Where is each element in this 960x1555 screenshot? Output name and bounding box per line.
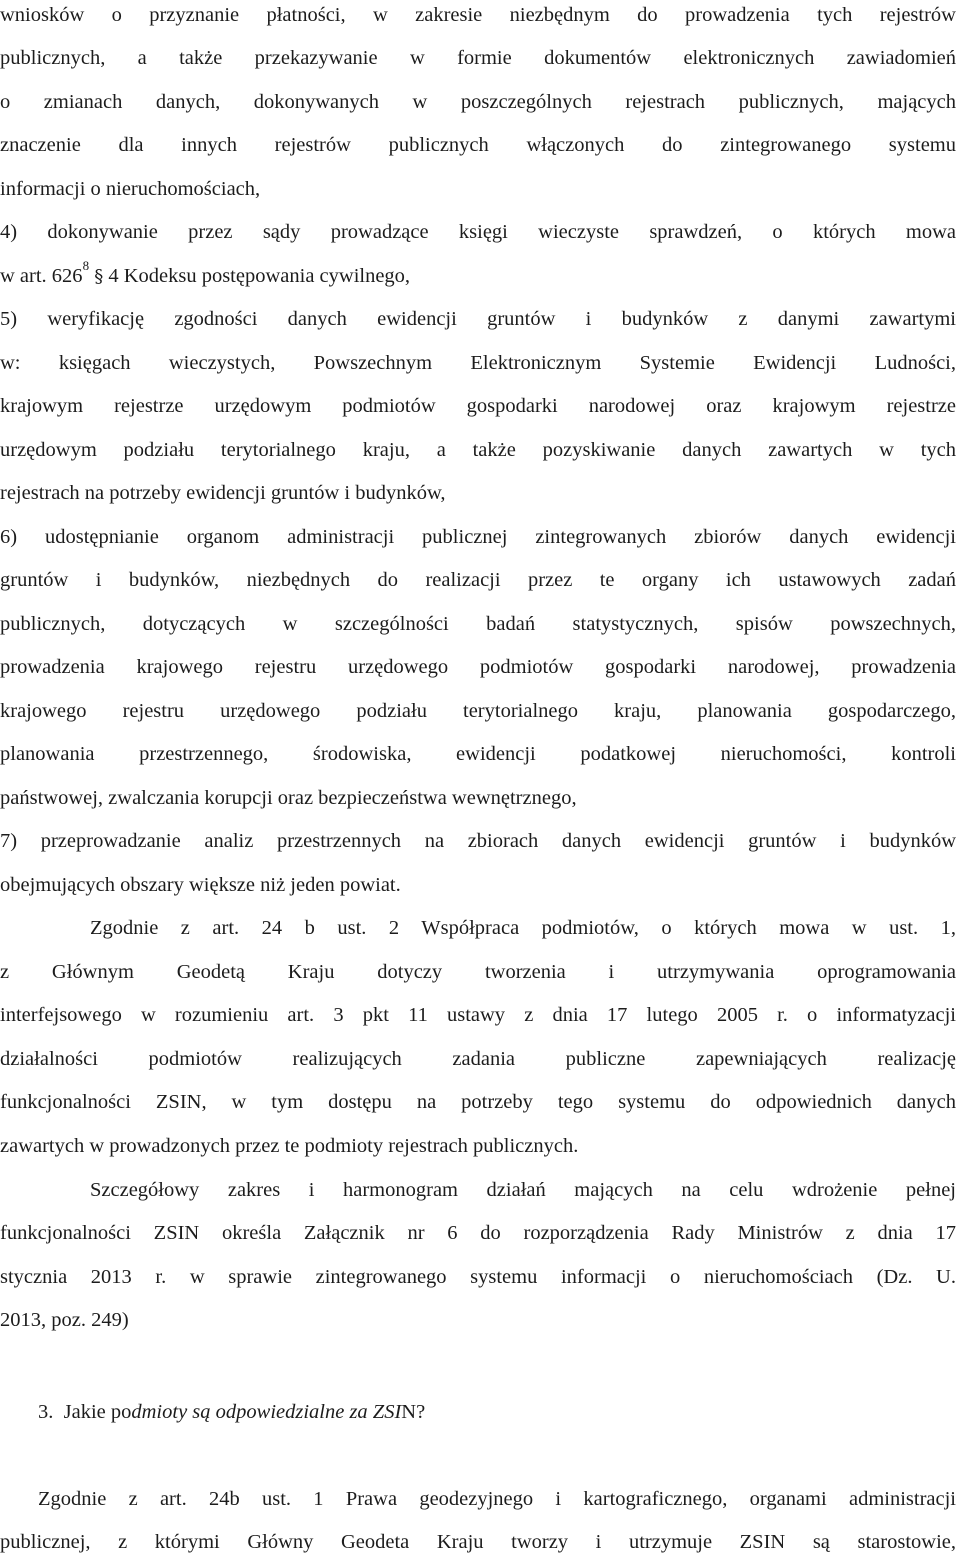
art-prefix: w art. 626 <box>0 265 83 287</box>
text-line: państwowej, zwalczania korupcji oraz bezpieczeństwa wewnętrznego, <box>0 787 577 809</box>
superscript: 8 <box>82 258 90 273</box>
text-line: funkcjonalności ZSIN określa Załącznik nr 6 do rozporządzenia Rady Ministrów z dnia 17 <box>0 1222 956 1244</box>
paragraph-first-line: Zgodnie z art. 24b ust. 1 Prawa geodezyjnego i kartograficznego, organami administracji <box>38 1488 956 1510</box>
text-line: krajowego rejestru urzędowego podziału terytorialnego kraju, planowania gospodarczego, <box>0 700 956 722</box>
art-suffix: 4 Kodeksu postępowania cywilnego, <box>108 265 411 287</box>
question-text-a: Jakie po <box>63 1401 132 1423</box>
article-reference-line <box>0 258 956 291</box>
text-line: interfejsowego w rozumieniu art. 3 pkt 11 ustawy z dnia 17 lutego 2005 r. o informatyzacji <box>0 1004 956 1026</box>
text-line: z Głównym Geodetą Kraju dotyczy tworzenia i utrzymywania oprogramowania <box>0 961 956 983</box>
text-line: w: księgach wieczystych, Powszechnym Elektronicznym Systemie Ewidencji Ludności, <box>0 352 956 374</box>
text-line: 2013, poz. 249) <box>0 1309 129 1331</box>
text-line: funkcjonalności ZSIN, w tym dostępu na potrzeby tego systemu do odpowiednich danych <box>0 1091 956 1113</box>
text-line: publicznych, a także przekazywanie w formie dokumentów elektronicznych zawiadomień <box>0 47 956 69</box>
paragraph-first-line: Szczegółowy zakres i harmonogram działań mających na celu wdrożenie pełnej <box>90 1179 956 1201</box>
text-line: informacji o nieruchomościach, <box>0 178 261 200</box>
text-line: obejmujących obszary większe niż jeden powiat. <box>0 874 401 896</box>
text-line: wniosków o przyznanie płatności, w zakresie niezbędnym do prowadzenia tych rejestrów <box>0 4 956 26</box>
question-heading <box>0 1397 956 1427</box>
text-line: krajowym rejestrze urzędowym podmiotów gospodarki narodowej oraz krajowym rejestrze <box>0 395 956 417</box>
text-line: publicznej, z którymi Główny Geodeta Kraju tworzy i utrzymuje ZSIN są starostowie, <box>0 1531 956 1553</box>
text-line: o zmianach danych, dokonywanych w poszczególnych rejestrach publicznych, mających <box>0 91 956 113</box>
list-item-7: 7) przeprowadzanie analiz przestrzennych na zbiorach danych ewidencji gruntów i budynków <box>0 830 956 852</box>
question-text-b: dmioty są odpowiedzialne za ZSI <box>131 1401 402 1423</box>
text-line: znaczenie dla innych rejestrów publicznych włączonych do zintegrowanego systemu <box>0 134 956 156</box>
text-line: planowania przestrzennego, środowiska, ewidencji podatkowej nieruchomości, kontroli <box>0 743 956 765</box>
text-line: gruntów i budynków, niezbędnych do realizacji przez te organy ich ustawowych zadań <box>0 569 956 591</box>
text-line: stycznia 2013 r. w sprawie zintegrowanego systemu informacji o nieruchomościach (Dz. U. <box>0 1266 956 1288</box>
text-line: zawartych w prowadzonych przez te podmioty rejestrach publicznych. <box>0 1135 579 1157</box>
paragraph-first-line: Zgodnie z art. 24 b ust. 2 Współpraca podmiotów, o których mowa w ust. 1, <box>90 917 956 939</box>
text-line: publicznych, dotyczących w szczególności badań statystycznych, spisów powszechnych, <box>0 613 956 635</box>
text-line: działalności podmiotów realizujących zadania publiczne zapewniających realizację <box>0 1048 956 1070</box>
list-item-6: 6) udostępnianie organom administracji publicznej zintegrowanych zbiorów danych ewidencji <box>0 526 956 548</box>
text-line: prowadzenia krajowego rejestru urzędowego podmiotów gospodarki narodowej, prowadzenia <box>0 656 956 678</box>
text-line: rejestrach na potrzeby ewidencji gruntów i budynków, <box>0 482 446 504</box>
question-text-c: N? <box>401 1401 426 1423</box>
paragraph-sign: § <box>94 266 104 287</box>
list-item-5: 5) weryfikację zgodności danych ewidencji gruntów i budynków z danymi zawartymi <box>0 308 956 330</box>
question-number: 3. <box>38 1401 54 1423</box>
text-line: urzędowym podziału terytorialnego kraju, a także pozyskiwanie danych zawartych w tych <box>0 439 956 461</box>
list-item-4: 4) dokonywanie przez sądy prowadzące księgi wieczyste sprawdzeń, o których mowa <box>0 221 956 243</box>
